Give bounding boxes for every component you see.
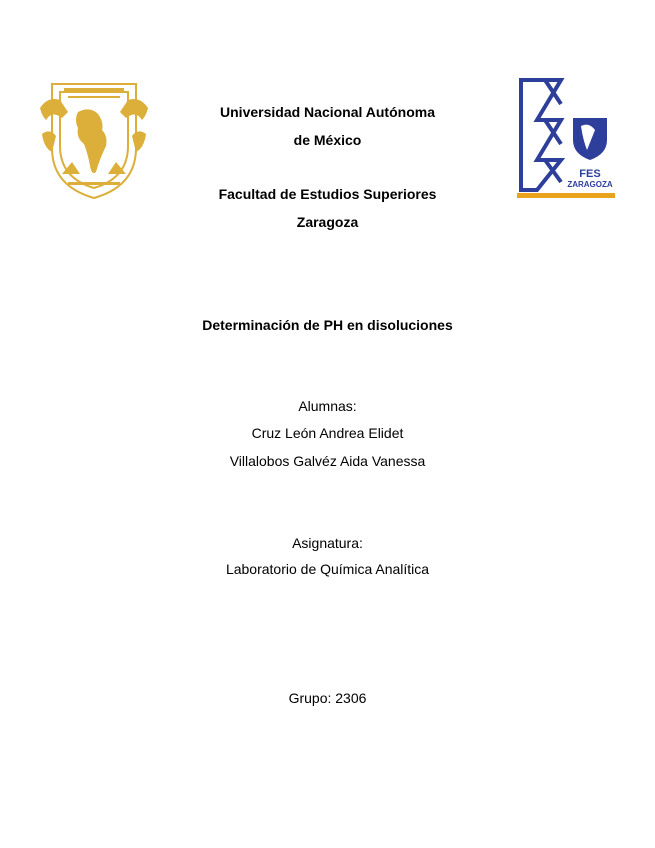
subject-value: Laboratorio de Química Analítica (225, 561, 430, 577)
students-label: Alumnas: (298, 398, 357, 414)
student-name-2: Villalobos Galvéz Aida Vanessa (229, 453, 426, 469)
fes-logo-text: FES (579, 168, 601, 180)
subject-label: Asignatura: (292, 535, 363, 551)
document-title: Determinación de PH en disoluciones (202, 317, 453, 333)
faculty-name-line1: Facultad de Estudios Superiores (218, 186, 437, 202)
zaragoza-logo-text: ZARAGOZA (567, 180, 613, 189)
faculty-name-line2: Zaragoza (296, 214, 359, 230)
university-name-line1: Universidad Nacional Autónoma (220, 104, 435, 120)
university-name-line2: de México (293, 132, 362, 148)
student-name-1: Cruz León Andrea Elidet (251, 425, 404, 441)
group-number: Grupo: 2306 (288, 690, 367, 706)
